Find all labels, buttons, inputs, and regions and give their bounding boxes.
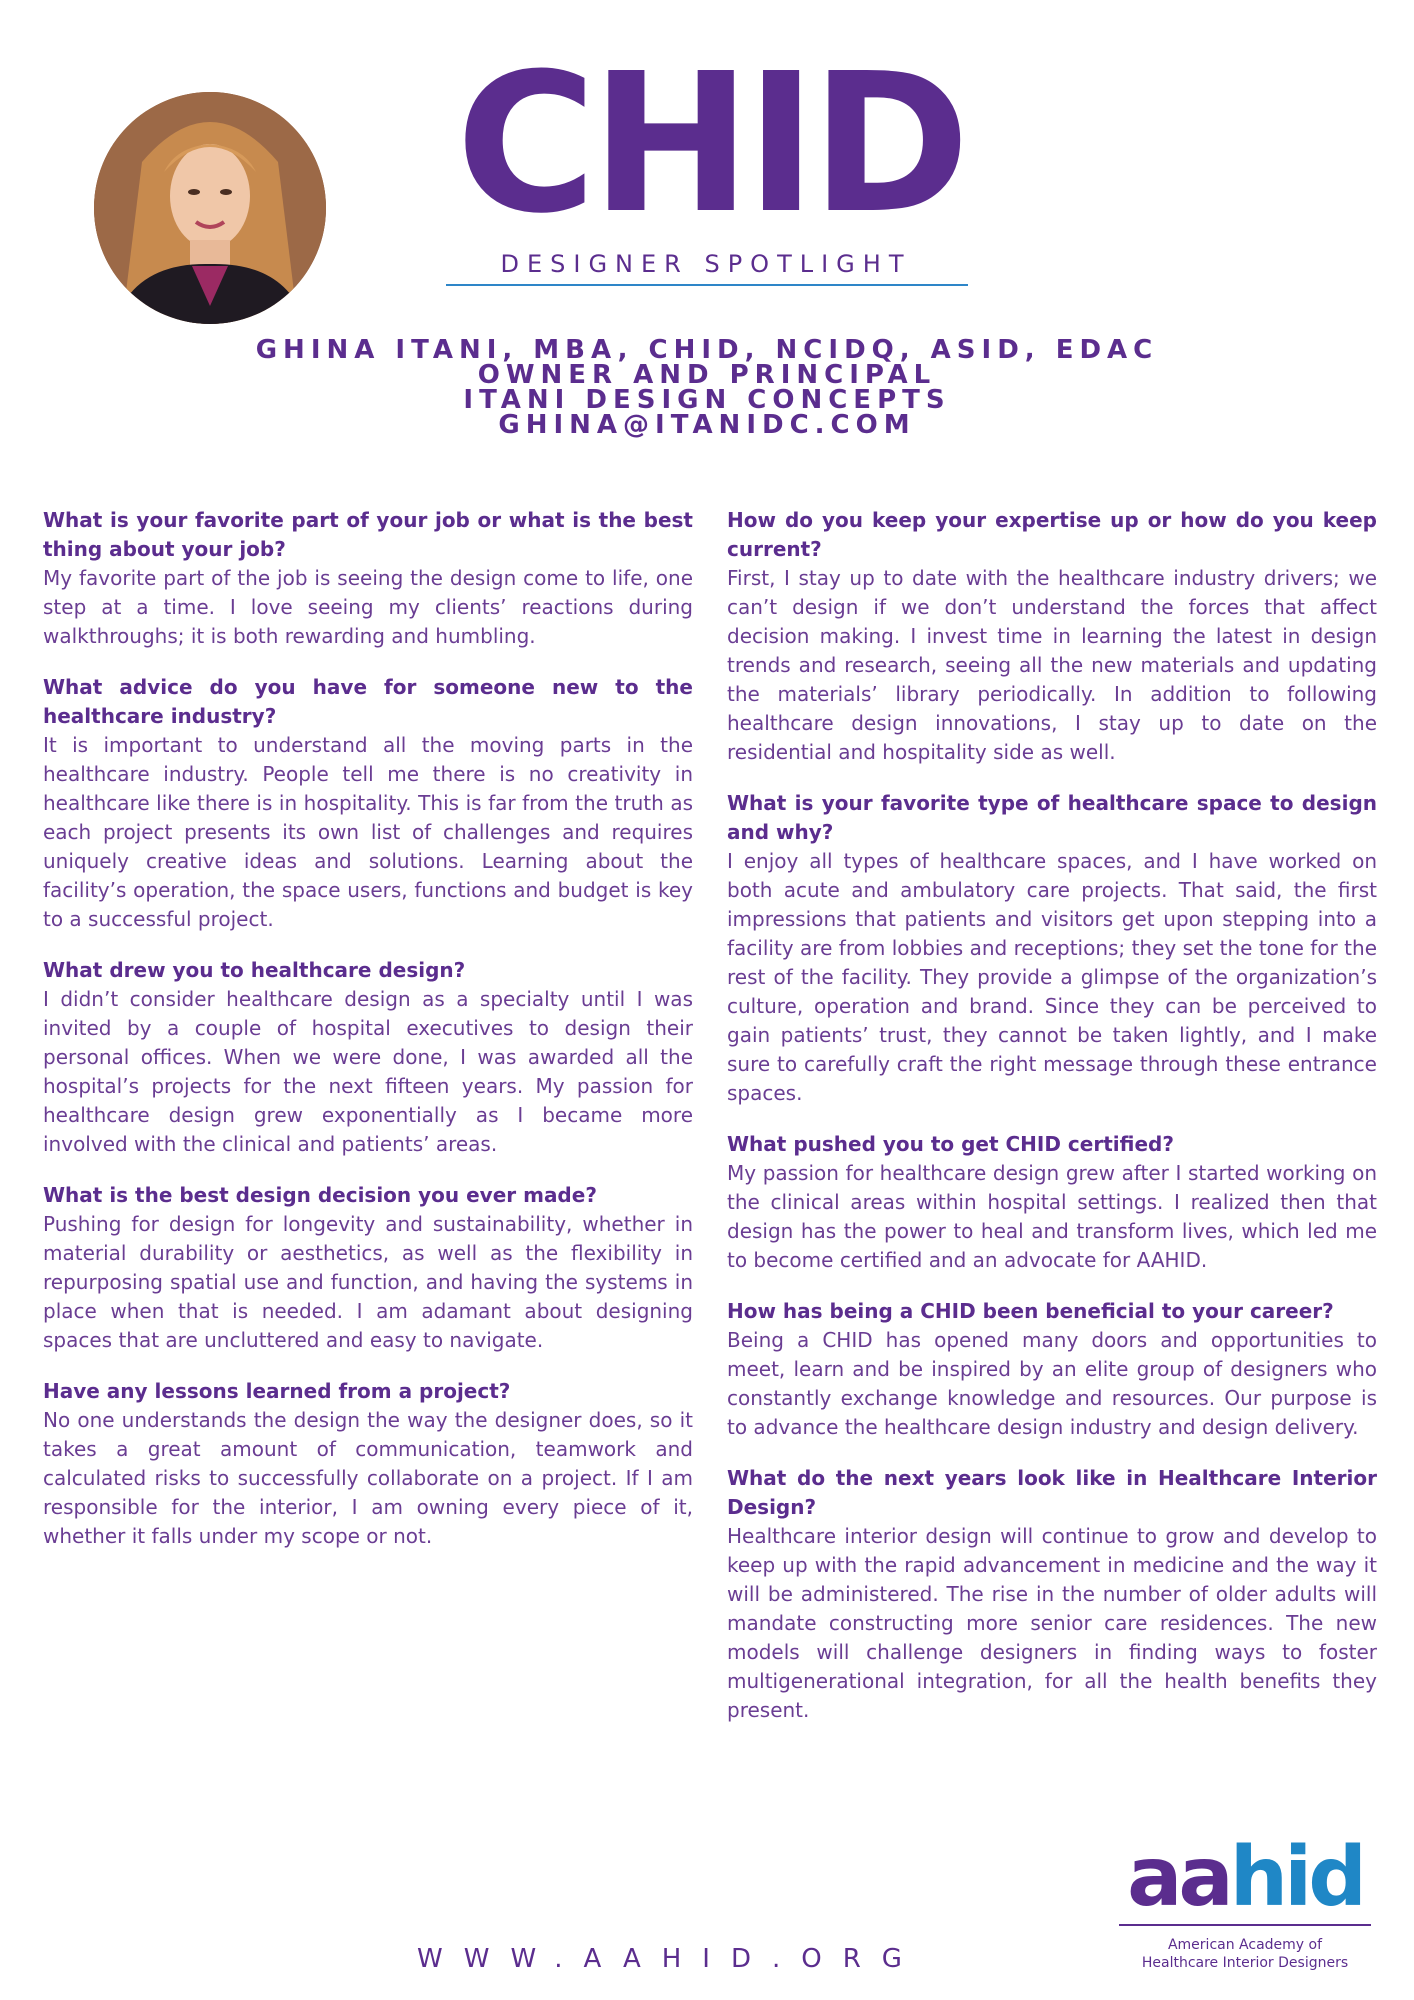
question: Have any lessons learned from a project? — [43, 1379, 511, 1403]
logo-wordmark-aa: aa — [1127, 1830, 1230, 1925]
left-column — [43, 506, 693, 1573]
website-link[interactable]: WWW.AAHID.ORG — [417, 1944, 923, 1974]
answer: My passion for healthcare design grew after I started working on the clinical areas within hospital settings. I realized then that design has the power to heal and transform lives, which led me to become certified and an advocate for AAHID. — [727, 1161, 1377, 1272]
question: How has being a CHID been beneficial to your career? — [727, 1299, 1334, 1323]
answer: First, I stay up to date with the healthcare industry drivers; we can’t design if we don’t understand the forces that affect decision making. I invest time in learning the latest in design trends and research, seeing all the new materials and updating the materials’ library periodically. In addition to following healthcare design innovations, I stay up to date on the residential and hospitality side as well. — [727, 566, 1377, 764]
question: What is the best design decision you ever made? — [43, 1183, 597, 1207]
question: What advice do you have for someone new to the healthcare industry? — [43, 675, 693, 728]
designer-name: GHINA ITANI, MBA, CHID, NCIDQ, ASID, EDAC — [255, 335, 1159, 365]
page-title: CHID — [455, 33, 965, 256]
question: What do the next years look like in Healthcare Interior Design? — [727, 1466, 1377, 1519]
answer: Being a CHID has opened many doors and opportunities to meet, learn and be inspired by an elite group of designers who constantly exchange knowledge and resources. Our purpose is to advance the healthcare design industry and design delivery. — [727, 1328, 1377, 1439]
page-subtitle: DESIGNER SPOTLIGHT — [500, 250, 912, 278]
qa-item — [43, 956, 693, 1159]
designer-role: OWNER AND PRINCIPAL — [477, 360, 937, 390]
answer: My favorite part of the job is seeing the design come to life, one step at a time. I love seeing my clients’ reactions during walkthroughs; it is both rewarding and humbling. — [43, 566, 693, 648]
subtitle-divider — [446, 284, 968, 286]
qa-item — [727, 1297, 1377, 1442]
answer: No one understands the design the way the designer does, so it takes a great amount of communication, teamwork and calculated risks to successfully collaborate on a project. If I am responsible for the interior, I am owning every piece of it, whether it falls under my scope or not. — [43, 1408, 693, 1548]
logo-caption-line-2: Healthcare Interior Designers — [1141, 1955, 1349, 1971]
qa-item — [727, 789, 1377, 1108]
designer-identity — [100, 335, 1314, 440]
logo-caption-line-1: American Academy of — [1167, 1937, 1323, 1953]
logo-wordmark — [1112, 1830, 1378, 1925]
right-column — [727, 506, 1377, 1747]
answer: I didn’t consider healthcare design as a specialty until I was invited by a couple of hospital executives to design their personal offices. When we were done, I was awarded all the hospital’s projects for the next fifteen years. My passion for healthcare design grew exponentially as I became more involved with the clinical and patients’ areas. — [43, 987, 693, 1156]
question: How do you keep your expertise up or how do you keep current? — [727, 508, 1377, 561]
aahid-logo — [1112, 1830, 1378, 1978]
question: What drew you to healthcare design? — [43, 958, 466, 982]
logo-caption — [1112, 1936, 1378, 1972]
answer: Healthcare interior design will continue to grow and develop to keep up with the rapid advancement in medicine and the way it will be administered. The rise in the number of older adults will mandate constructing more senior care residences. The new models will challenge designers in finding ways to foster multigenerational integration, for all the health benefits they present. — [727, 1524, 1377, 1722]
question: What pushed you to get CHID certified? — [727, 1132, 1174, 1156]
question: What is your favorite type of healthcare space to design and why? — [727, 791, 1377, 844]
answer: I enjoy all types of healthcare spaces, and I have worked on both acute and ambulatory care projects. That said, the first impressions that patients and visitors get upon stepping into a facility are from lobbies and receptions; they set the tone for the rest of the facility. They provide a glimpse of the organization’s culture, operation and brand. Since they can be perceived to gain patients’ trust, they cannot be taken lightly, and I make sure to carefully craft the right message through these entrance spaces. — [727, 849, 1377, 1105]
qa-item — [727, 1464, 1377, 1725]
qa-item — [727, 1130, 1377, 1275]
answer: It is important to understand all the moving parts in the healthcare industry. People tell me there is no creativity in healthcare like there is in hospitality. This is far from the truth as each project presents its own list of challenges and requires uniquely creative ideas and solutions. Learning about the facility’s operation, the space users, functions and budget is key to a successful project. — [43, 733, 693, 931]
qa-item — [43, 1377, 693, 1551]
designer-email[interactable]: GHINA@ITANIDC.COM — [498, 410, 916, 440]
qa-item — [43, 673, 693, 934]
logo-wordmark-hid: hid — [1229, 1830, 1363, 1925]
qa-item — [43, 506, 693, 651]
qa-item — [43, 1181, 693, 1355]
profile-photo — [94, 92, 326, 324]
question: What is your favorite part of your job or what is the best thing about your job? — [43, 508, 693, 561]
qa-item — [727, 506, 1377, 767]
answer: Pushing for design for longevity and sustainability, whether in material durability or aesthetics, as well as the flexibility in repurposing spatial use and function, and having the systems in place when that is needed. I am adamant about designing spaces that are uncluttered and easy to navigate. — [43, 1212, 693, 1352]
designer-company: ITANI DESIGN CONCEPTS — [463, 385, 951, 415]
